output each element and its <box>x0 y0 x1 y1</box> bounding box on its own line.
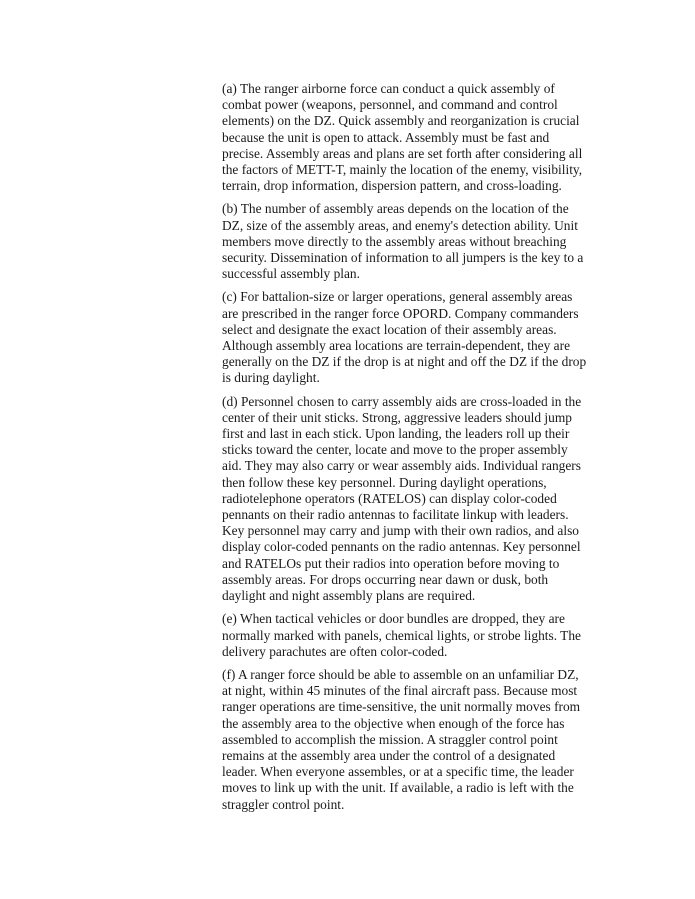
paragraph-d: (d) Personnel chosen to carry assembly aids are cross-loaded in the center of their unit sticks. Strong, aggressive leaders should jump first and last in each stick. Upon landing, the leaders roll up their sticks toward the center, locate and move to the proper assembly aid. They may also carry or wear assembly aids. Individual rangers then follow these key personnel. During daylight operations, radiotelephone operators (RATELOS) can display color-coded pennants on their radio antennas to facilitate linkup with leaders. Key personnel may carry and jump with their own radios, and also display color-coded pennants on the radio antennas. Key personnel and RATELOs put their radios into operation before moving to assembly areas. For drops occurring near dawn or dusk, both daylight and night assembly plans are required. <box>222 393 582 604</box>
paragraph-c: (c) For battalion-size or larger operations, general assembly areas are prescribed in the ranger force OPORD. Company commanders select and designate the exact location of their assembly areas. Although assembly area locations are terrain-dependent, they are generally on the DZ if the drop is at night and off the DZ if the drop is during daylight. <box>222 289 587 386</box>
body-text <box>222 81 590 820</box>
paragraph-b: (b) The number of assembly areas depends on the location of the DZ, size of the assembly areas, and enemy's detection ability. Unit members move directly to the assembly areas without breaching security. Dissemination of information to all jumpers is the key to a successful assembly plan. <box>222 201 584 282</box>
paragraph-f: (f) A ranger force should be able to assemble on an unfamiliar DZ, at night, within 45 minutes of the final aircraft pass. Because most ranger operations are time-sensitive, the unit normally moves from the assembly area to the objective when enough of the force has assembled to accomplish the mission. A straggler control point remains at the assembly area under the control of a designated leader. When everyone assembles, or at a specific time, the leader moves to link up with the unit. If available, a radio is left with the straggler control point. <box>222 666 581 812</box>
paragraph-e: (e) When tactical vehicles or door bundles are dropped, they are normally marked with panels, chemical lights, or strobe lights. The delivery parachutes are often color-coded. <box>222 611 581 659</box>
paragraph-a: (a) The ranger airborne force can conduct a quick assembly of combat power (weapons, personnel, and command and control elements) on the DZ. Quick assembly and reorganization is crucial because the unit is open to attack. Assembly must be fast and precise. Assembly areas and plans are set forth after considering all the factors of METT-T, mainly the location of the enemy, visibility, terrain, drop information, dispersion pattern, and cross-loading. <box>222 81 583 194</box>
